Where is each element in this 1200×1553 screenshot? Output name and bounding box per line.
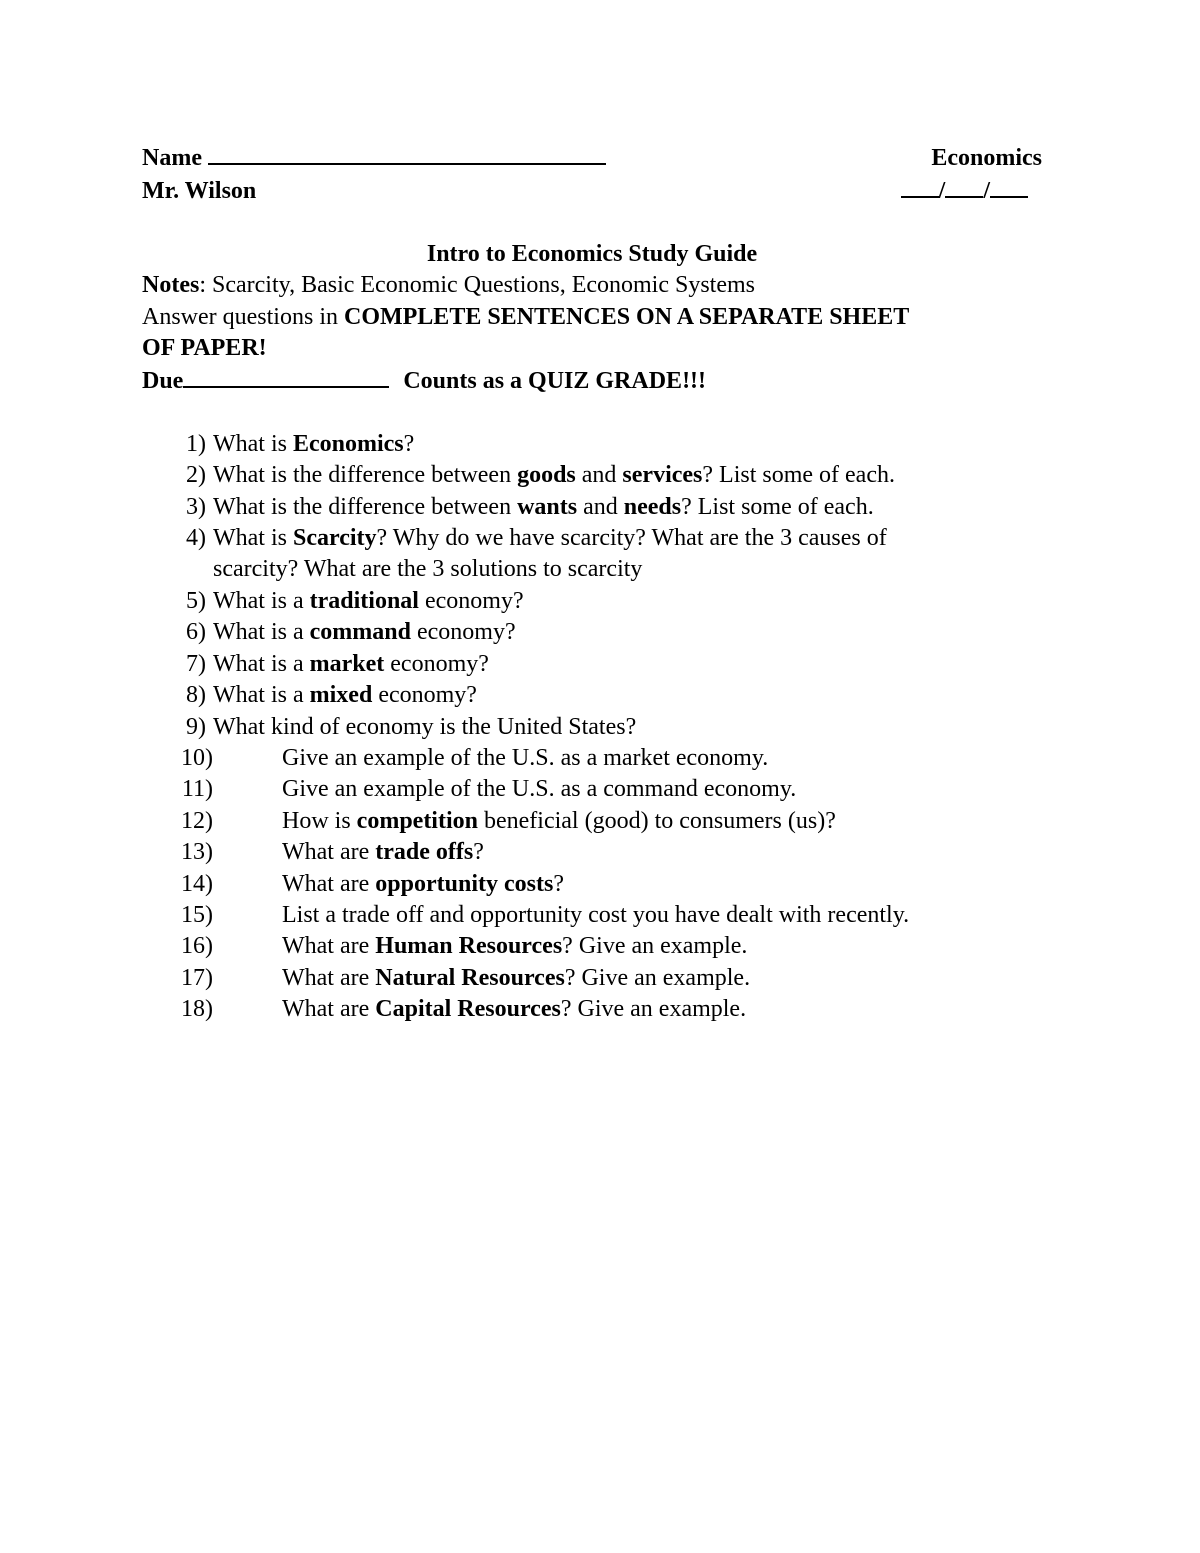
course-name: Economics (931, 145, 1042, 171)
question-item (142, 586, 1042, 617)
question-text (213, 492, 1042, 523)
question-text (282, 869, 1042, 900)
question-text-part: What are (282, 996, 376, 1023)
question-text (213, 460, 1042, 491)
question-key-term: needs (623, 493, 682, 520)
question-number: 15) (181, 901, 213, 928)
quiz-grade-note: Counts as a QUIZ GRADE!!! (403, 368, 707, 395)
question-item (142, 963, 1042, 994)
question-row (142, 963, 1042, 994)
question-row (142, 649, 1042, 680)
question-key-term: Human Resources (375, 933, 563, 960)
question-text (282, 743, 1042, 774)
question-text-part: economy? (372, 682, 477, 709)
question-text (213, 586, 1042, 617)
question-key-term: trade offs (375, 839, 474, 866)
question-row (142, 931, 1042, 962)
notes-colon: : (199, 272, 206, 299)
question-text-part: What is (213, 525, 293, 552)
question-number: 14) (181, 870, 213, 897)
question-row (142, 492, 1042, 523)
question-item (142, 460, 1042, 491)
due-blank-line (183, 364, 389, 388)
due-line (142, 364, 1042, 397)
question-key-term: mixed (309, 682, 373, 709)
question-text (213, 429, 1042, 460)
date-blank-year (990, 174, 1028, 198)
due-label: Due (142, 368, 184, 395)
question-text (213, 649, 1042, 680)
question-item (142, 523, 1042, 586)
name-blank-line (208, 141, 606, 165)
question-text (282, 900, 1042, 931)
question-text-part: economy? (418, 587, 524, 614)
question-text-part: List a trade off and opportunity cost you have dealt with recently. (282, 901, 910, 928)
question-text (282, 931, 1042, 962)
question-key-term: Economics (292, 430, 404, 457)
question-item (142, 806, 1042, 837)
question-row (142, 617, 1042, 648)
question-text (282, 774, 1042, 805)
question-item (142, 617, 1042, 648)
question-item (142, 743, 1042, 774)
question-text-part: What are (282, 870, 376, 897)
question-row (142, 774, 1042, 805)
question-item (142, 931, 1042, 962)
question-item (142, 649, 1042, 680)
question-key-term: traditional (309, 587, 419, 614)
question-text-part: What are (282, 964, 376, 991)
question-text-part: What kind of economy is the United States? (213, 713, 637, 740)
question-text-part: ? (403, 430, 415, 457)
question-text (213, 523, 1042, 554)
question-item (142, 837, 1042, 868)
question-text-part: ? Give an example. (564, 964, 751, 991)
question-text-part: ? Give an example. (562, 933, 748, 960)
question-text-part: What is a (213, 619, 310, 646)
question-item (142, 680, 1042, 711)
question-number: 2) (186, 462, 206, 489)
question-text-part: ? List some of each. (702, 462, 895, 489)
question-text-part: What is a (213, 682, 310, 709)
instructions (142, 302, 1042, 365)
question-text (213, 680, 1042, 711)
question-number: 13) (181, 839, 213, 866)
question-text (282, 806, 1042, 837)
name-field (142, 141, 606, 174)
question-key-term: command (309, 619, 411, 646)
notes-line (142, 270, 1042, 301)
question-text-part: What is the difference between (213, 493, 518, 520)
question-number: 7) (186, 650, 206, 677)
question-text-part: Give an example of the U.S. as a market economy. (282, 744, 769, 771)
question-text-continued: scarcity? What are the 3 solutions to scarcity (213, 556, 643, 583)
question-number: 6) (186, 619, 206, 646)
question-key-term: services (622, 462, 703, 489)
teacher-name: Mr. Wilson (142, 178, 257, 205)
question-text-part: economy? (410, 619, 516, 646)
instructions-emphasis: COMPLETE SENTENCES ON A SEPARATE SHEET (343, 303, 910, 330)
name-label: Name (142, 145, 202, 171)
question-number: 16) (181, 933, 213, 960)
date-field (901, 174, 1028, 207)
header-row-1 (142, 141, 1042, 174)
question-text-part: How is (282, 807, 357, 834)
question-item (142, 900, 1042, 931)
question-row (142, 743, 1042, 774)
question-number: 3) (186, 493, 206, 520)
question-number: 12) (181, 807, 213, 834)
question-text (213, 712, 1042, 743)
question-row (142, 869, 1042, 900)
question-list (142, 429, 1042, 1026)
question-row (142, 994, 1042, 1025)
question-key-term: goods (517, 462, 576, 489)
notes-label: Notes (142, 272, 200, 299)
question-key-term: Capital Resources (375, 996, 561, 1023)
question-text-part: What is the difference between (213, 462, 518, 489)
question-row (142, 680, 1042, 711)
question-item (142, 994, 1042, 1025)
question-item (142, 869, 1042, 900)
question-text-part: economy? (384, 650, 489, 677)
question-number: 4) (186, 525, 206, 552)
notes-text: Scarcity, Basic Economic Questions, Economic Systems (206, 272, 756, 299)
question-text-part: ? (473, 839, 484, 866)
header-row-2 (142, 174, 1042, 207)
question-text (282, 837, 1042, 868)
question-text-part: ? (553, 870, 564, 897)
question-text-part: beneficial (good) to consumers (us)? (477, 807, 836, 834)
question-number: 8) (186, 682, 206, 709)
question-key-term: competition (356, 807, 478, 834)
date-separator: / (983, 178, 990, 205)
question-key-term: market (309, 650, 385, 677)
question-number: 10) (181, 744, 213, 771)
question-number: 1) (186, 430, 206, 457)
question-text-part: ? List some of each. (681, 493, 874, 520)
date-blank-day (945, 174, 983, 198)
question-text-part: and (577, 493, 624, 520)
question-row (142, 900, 1042, 931)
question-item (142, 774, 1042, 805)
document-title: Intro to Economics Study Guide (426, 240, 758, 267)
question-text (282, 963, 1042, 994)
question-text-part: What is a (213, 587, 310, 614)
question-text-part: What are (282, 839, 376, 866)
question-key-term: Scarcity (292, 525, 377, 552)
question-row (142, 712, 1042, 743)
question-item (142, 712, 1042, 743)
question-number: 5) (186, 587, 206, 614)
question-text-part: ? Give an example. (560, 996, 747, 1023)
question-row (142, 806, 1042, 837)
question-text-part: ? Why do we have scarcity? What are the 3 causes of (376, 525, 887, 552)
question-number: 18) (181, 996, 213, 1023)
question-row (142, 460, 1042, 491)
date-separator: / (938, 178, 946, 205)
question-text-part: What is (213, 430, 293, 457)
question-key-term: wants (517, 493, 578, 520)
question-text-part: What are (282, 933, 376, 960)
question-number: 9) (186, 713, 206, 740)
question-item (142, 492, 1042, 523)
instructions-prefix: Answer questions in (142, 303, 344, 330)
question-row (142, 837, 1042, 868)
question-key-term: opportunity costs (375, 870, 554, 897)
instructions-emphasis-cont: OF PAPER! (142, 335, 267, 362)
question-number: 17) (181, 964, 213, 991)
question-item (142, 429, 1042, 460)
question-text-part: What is a (213, 650, 310, 677)
question-row (142, 586, 1042, 617)
study-guide-page (142, 141, 1042, 1026)
question-key-term: Natural Resources (375, 964, 565, 991)
question-text-part: Give an example of the U.S. as a command economy. (282, 776, 797, 803)
question-row (142, 523, 1042, 554)
question-row (142, 429, 1042, 460)
question-text-part: and (575, 462, 623, 489)
question-text (282, 994, 1042, 1025)
question-number: 11) (181, 776, 213, 803)
question-text (213, 617, 1042, 648)
date-blank-month (901, 174, 939, 198)
